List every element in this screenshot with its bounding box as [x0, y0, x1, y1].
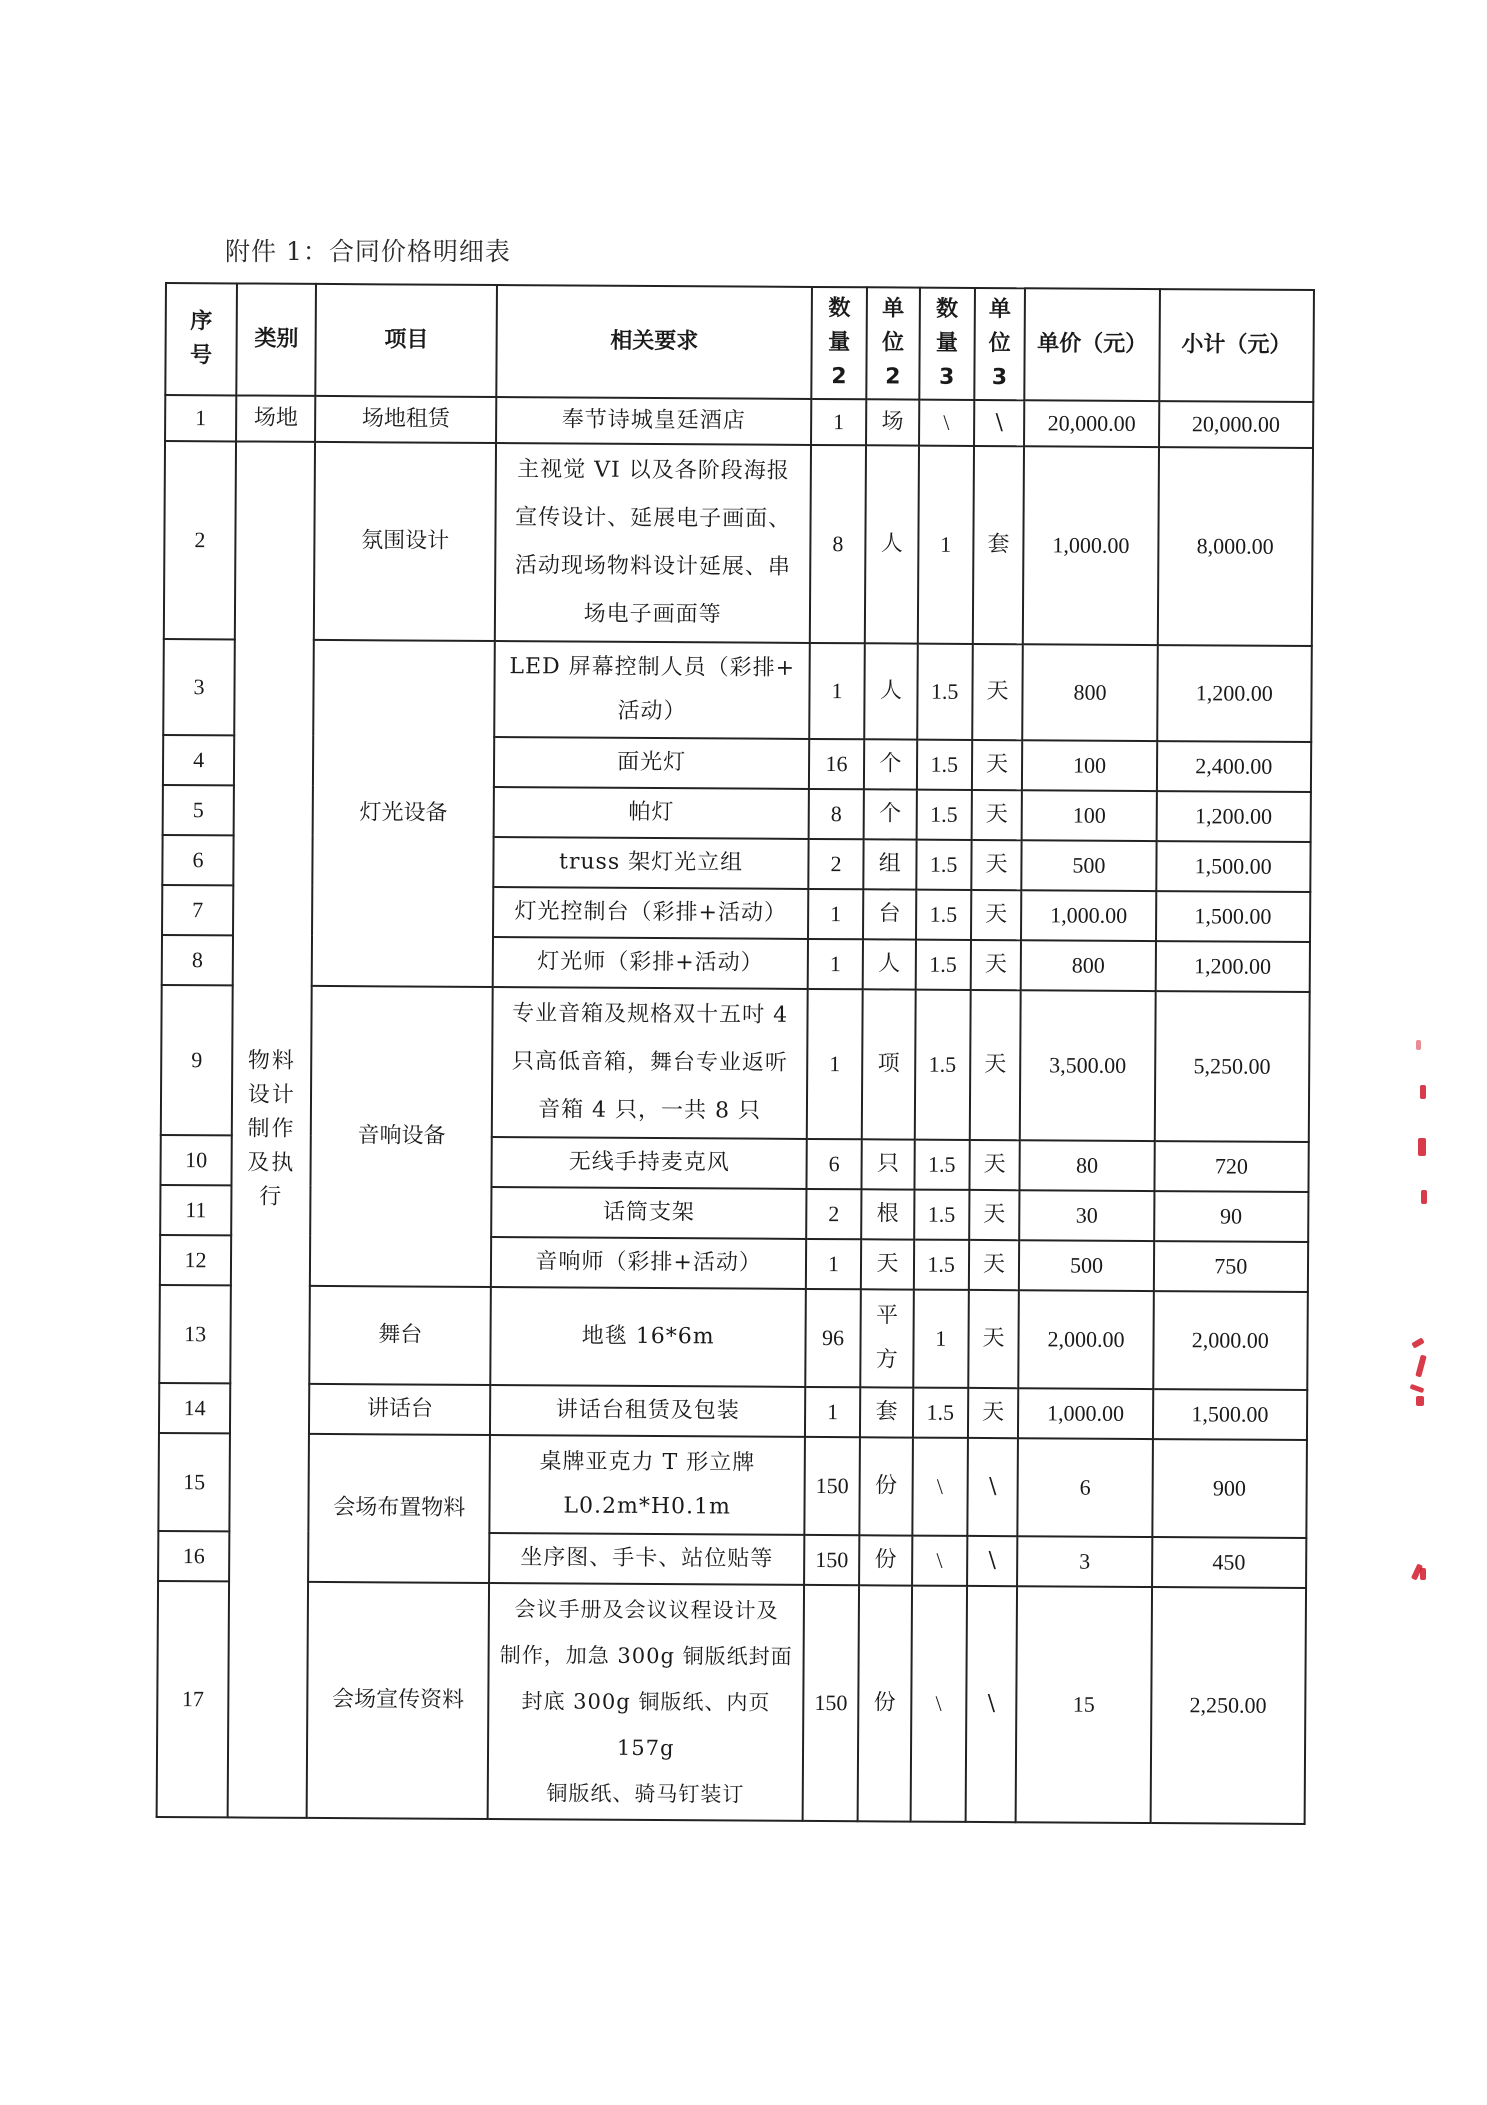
cell-qty3: 1: [913, 1290, 968, 1388]
cell-qty3: 1.5: [915, 990, 971, 1140]
header-unit-price: 单价（元）: [1025, 288, 1160, 401]
cell-unit2: 根: [861, 1189, 914, 1239]
cell-unit2: 人: [864, 643, 917, 739]
cell-qty2: 150: [804, 1437, 859, 1535]
cell-unit-price: 800: [1023, 644, 1158, 741]
cell-unit2: 份: [858, 1585, 912, 1821]
header-requirement: 相关要求: [496, 285, 812, 399]
cell-unit-price: 1,000.00: [1021, 890, 1155, 941]
cell-unit3: 天: [968, 1290, 1019, 1388]
cell-qty2: 150: [803, 1585, 859, 1821]
cell-unit2: 个: [864, 739, 917, 789]
cell-seq: 12: [160, 1235, 231, 1285]
cell-subtotal: 1,200.00: [1155, 941, 1310, 992]
cell-qty2: 2: [808, 839, 863, 889]
cell-unit-price: 100: [1022, 740, 1156, 791]
cell-unit3: 天: [971, 890, 1022, 940]
cell-group-audio: 音响设备: [310, 986, 493, 1287]
cell-requirement: LED 屏幕控制人员（彩排+ 活动）: [494, 641, 810, 739]
cell-seq: 9: [161, 985, 233, 1135]
cell-qty3: 1.5: [914, 1140, 969, 1190]
cell-unit3: 天: [972, 740, 1023, 790]
cell-qty2: 1: [809, 643, 864, 739]
cell-unit2: 项: [862, 989, 916, 1139]
cell-qty3: \: [912, 1536, 967, 1586]
cell-unit3: 天: [969, 1140, 1020, 1190]
cell-seq: 11: [160, 1185, 231, 1235]
cell-requirement: 桌牌亚克力 T 形立牌 L0.2m*H0.1m: [490, 1435, 806, 1535]
cell-category-venue: 场地: [236, 395, 316, 441]
cell-qty3: 1.5: [917, 740, 972, 790]
cell-requirement: 无线手持麦克风: [492, 1137, 807, 1189]
cell-unit-price: 20,000.00: [1024, 400, 1158, 447]
cell-qty3: 1: [918, 446, 974, 644]
cell-unit-price: 80: [1020, 1140, 1154, 1191]
cell-group-promo: 会场宣传资料: [307, 1582, 489, 1819]
cell-qty2: 2: [806, 1189, 861, 1239]
cell-unit2: 份: [859, 1437, 912, 1535]
cell-unit2: 组: [863, 839, 916, 889]
cell-unit-price: 800: [1021, 940, 1155, 991]
cell-qty2: 8: [810, 445, 866, 643]
cell-subtotal: 5,250.00: [1154, 991, 1309, 1142]
cell-requirement: 地毯 16*6m: [490, 1287, 806, 1387]
table-row: [161, 985, 1310, 1142]
cell-unit2: 场: [866, 399, 919, 445]
cell-qty2: 1: [808, 889, 863, 939]
cell-seq: 7: [162, 885, 233, 935]
cell-requirement: 灯光师（彩排+活动）: [493, 937, 808, 989]
header-item: 项目: [316, 284, 498, 397]
header-qty3: 数 量 3: [919, 288, 975, 400]
cell-unit2: 套: [860, 1387, 913, 1437]
cell-qty3: 1.5: [915, 940, 970, 990]
cell-group-layout: 会场布置物料: [308, 1434, 490, 1583]
cell-subtotal: 750: [1153, 1241, 1308, 1292]
cell-subtotal: 1,200.00: [1157, 645, 1312, 742]
header-seq: 序 号: [165, 283, 237, 395]
cell-requirement: 奉节诗城皇廷酒店: [496, 397, 811, 445]
cell-requirement: 坐序图、手卡、站位贴等: [489, 1533, 804, 1585]
cell-unit-price: 100: [1022, 790, 1156, 841]
cell-qty2: 1: [808, 939, 863, 989]
cell-subtotal: 1,500.00: [1156, 891, 1311, 942]
table-row: [159, 1285, 1308, 1390]
cell-unit2: 平方: [860, 1289, 913, 1387]
cell-unit-price: 30: [1020, 1190, 1154, 1241]
cell-unit-price: 1,000.00: [1023, 446, 1158, 645]
cell-group-atmosphere: 氛围设计: [314, 442, 496, 641]
cell-requirement: 会议手册及会议议程设计及 制作，加急 300g 铜版纸封面 封底 300g 铜版纸、内页 157g 铜版纸、骑马钉装订: [488, 1583, 804, 1821]
table-row: [163, 639, 1312, 742]
cell-unit2: 天: [861, 1239, 914, 1289]
cell-unit-price: 500: [1022, 840, 1156, 891]
cell-subtotal: 450: [1152, 1537, 1307, 1588]
cell-subtotal: 720: [1154, 1141, 1309, 1192]
cell-unit-price: 3: [1017, 1536, 1151, 1587]
cell-seq: 13: [159, 1285, 231, 1383]
cell-requirement: 音响师（彩排+活动）: [491, 1237, 806, 1289]
cell-subtotal: 2,000.00: [1153, 1291, 1308, 1390]
cell-qty2: 1: [811, 399, 866, 445]
cell-unit3: 天: [971, 840, 1022, 890]
cell-qty3: \: [912, 1438, 967, 1536]
cell-requirement: 面光灯: [494, 737, 809, 789]
cell-unit3: 天: [969, 1190, 1020, 1240]
cell-qty3: 1.5: [916, 840, 971, 890]
cell-subtotal: 1,200.00: [1156, 791, 1311, 842]
cell-qty3: 1.5: [916, 790, 971, 840]
cell-unit3: \: [967, 1536, 1018, 1586]
cell-seq: 6: [162, 835, 233, 885]
cell-qty2: 16: [809, 739, 864, 789]
cell-unit-price: 6: [1018, 1438, 1153, 1537]
header-subtotal: 小计（元）: [1159, 289, 1314, 402]
cell-seq: 15: [158, 1433, 230, 1531]
table-row: [158, 1433, 1307, 1538]
cell-unit3: \: [974, 400, 1025, 446]
cell-qty3: 1.5: [913, 1388, 968, 1438]
cell-unit2: 人: [863, 939, 916, 989]
cell-category-material: 物料 设计 制作 及执 行: [228, 441, 316, 1817]
cell-qty3: 1.5: [914, 1240, 969, 1290]
cell-seq: 5: [163, 785, 234, 835]
cell-unit3: 天: [971, 790, 1022, 840]
cell-qty2: 96: [805, 1289, 860, 1387]
price-detail-table: [156, 282, 1315, 1825]
table-row: [157, 1581, 1306, 1824]
cell-group-lighting: 灯光设备: [312, 640, 495, 987]
cell-subtotal: 1,500.00: [1152, 1389, 1307, 1440]
cell-subtotal: 8,000.00: [1157, 447, 1313, 646]
cell-unit-price: 1,000.00: [1018, 1388, 1152, 1439]
cell-unit-price: 3,500.00: [1020, 990, 1155, 1141]
cell-unit2: 台: [863, 889, 916, 939]
table-row: [164, 441, 1313, 646]
cell-seq: 14: [159, 1383, 230, 1433]
cell-unit3: 天: [969, 1240, 1020, 1290]
cell-unit-price: 15: [1016, 1586, 1152, 1823]
cell-subtotal: 90: [1154, 1191, 1309, 1242]
cell-qty2: 6: [807, 1139, 862, 1189]
table-header-row: [165, 283, 1314, 402]
header-unit3: 单 位 3: [974, 288, 1025, 400]
table-row: [159, 1383, 1307, 1440]
cell-seq: 16: [158, 1531, 229, 1581]
cell-subtotal: 1,500.00: [1156, 841, 1311, 892]
header-category: 类别: [236, 283, 316, 395]
cell-unit3: 天: [968, 1388, 1019, 1438]
cell-group-stage: 舞台: [310, 1286, 491, 1385]
cell-unit2: 人: [865, 445, 919, 643]
cell-unit2: 份: [859, 1535, 912, 1585]
cell-requirement: 讲话台租赁及包装: [490, 1385, 805, 1437]
cell-qty2: 1: [807, 989, 863, 1139]
cell-requirement: 灯光控制台（彩排+活动）: [493, 887, 808, 939]
cell-qty2: 1: [805, 1387, 860, 1437]
cell-seq: 4: [163, 735, 234, 785]
header-unit2: 单 位 2: [866, 287, 920, 399]
cell-qty2: 150: [804, 1535, 859, 1585]
page-caption: 附件 1：合同价格明细表: [225, 237, 511, 266]
cell-requirement: truss 架灯光立组: [493, 837, 808, 889]
cell-group-venue-rent: 场地租赁: [315, 396, 496, 443]
cell-requirement: 话筒支架: [491, 1187, 806, 1239]
cell-qty3: \: [919, 400, 974, 446]
cell-requirement: 帕灯: [494, 787, 809, 839]
cell-seq: 1: [165, 395, 236, 441]
cell-subtotal: 900: [1152, 1439, 1307, 1538]
cell-unit3: 天: [972, 644, 1023, 740]
cell-qty2: 1: [806, 1239, 861, 1289]
cell-requirement: 主视觉 VI 以及各阶段海报 宣传设计、延展电子画面、 活动现场物料设计延展、串 场电子画面等: [495, 443, 811, 643]
cell-qty3: 1.5: [917, 644, 972, 740]
cell-subtotal: 2,400.00: [1156, 741, 1311, 792]
cell-subtotal: 20,000.00: [1159, 401, 1314, 448]
cell-unit-price: 2,000.00: [1019, 1290, 1154, 1389]
cell-unit-price: 500: [1019, 1240, 1153, 1291]
header-qty2: 数 量 2: [811, 287, 867, 399]
cell-qty2: 8: [809, 789, 864, 839]
cell-seq: 10: [160, 1135, 231, 1185]
cell-requirement: 专业音箱及规格双十五吋 4 只高低音箱，舞台专业返听 音箱 4 只，一共 8 只: [492, 987, 808, 1139]
cell-seq: 2: [164, 441, 236, 639]
cell-seq: 3: [163, 639, 235, 735]
cell-unit3: 天: [969, 990, 1021, 1140]
table-row: [165, 395, 1313, 448]
cell-seq: 17: [157, 1581, 230, 1817]
cell-seq: 8: [162, 935, 233, 985]
cell-subtotal: 2,250.00: [1150, 1587, 1306, 1824]
cell-qty3: \: [910, 1586, 966, 1822]
cell-unit2: 个: [864, 789, 917, 839]
cell-unit2: 只: [861, 1139, 914, 1189]
cell-unit3: \: [965, 1586, 1017, 1822]
cell-group-podium: 讲话台: [309, 1384, 490, 1435]
cell-unit3: \: [967, 1438, 1018, 1536]
cell-qty3: 1.5: [916, 890, 971, 940]
cell-unit3: 套: [972, 446, 1024, 644]
cell-qty3: 1.5: [914, 1190, 969, 1240]
cell-unit3: 天: [970, 940, 1021, 990]
